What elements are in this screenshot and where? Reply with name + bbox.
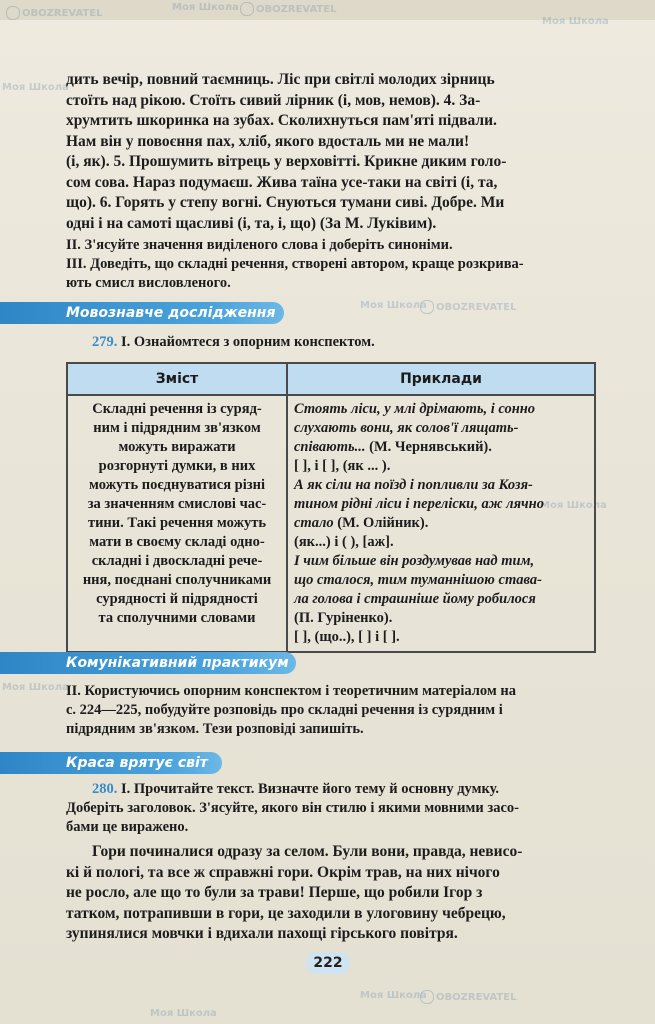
watermark-text: Моя Школа (150, 1008, 217, 1019)
watermark-logo-icon: OBOZREVATEL (420, 990, 516, 1004)
exercise-text: I. Ознайомтеся з опорним конспектом. (121, 334, 375, 350)
task-2: II. З'ясуйте значення виділеного слова і доберіть синоніми. (66, 237, 453, 253)
table-header-content: Зміст (67, 363, 287, 395)
task-3: III. Доведіть, що складні речення, створені автором, краще розкрива- (66, 256, 524, 272)
text-line: Нам він у повоєння пах, хліб, якого вдосталь ми не мали! (66, 132, 470, 150)
text-line: (і, як). 5. Прошумить вітрець у верховітті. Крикне диким голо- (66, 153, 507, 170)
table-cell-examples: Стоять ліси, у млі дрімають, і сонно слухають вони, як солов'ї лящать- співають... (М. Чернявський). [ ], і [ ], (як ... ). А як сіли на поїзд і попливли за Козя- тином рідні ліси і перелiски, аж лячно стало (М. Олійник). (як...) і ( ), [аж]. І чим більше він роздумував над тим, що сталося, тим туманнішою става- ла голова і страшніше йому робилося (П. Гуріненко). [ ], (що..), [ ] і [ ]. (287, 395, 595, 652)
text-line: хрумтить шкоринка на зубах. Сколихнуться пам'яті підвали. (66, 112, 497, 129)
watermark-text: Моя Школа (360, 990, 427, 1001)
watermark-text: Моя Школа (172, 2, 239, 13)
table-cell-content: Складні речення із суряд- ним і підрядним зв'язком можуть виражати розгорнуті думки, в них можуть поєднуватися різні за значенням смислові час- тини. Такі речення можуть мати в своєму складі одно- складні і двоскладні рече- ння, поєднані сполучниками сурядності й підрядності та сполучними словами (67, 395, 287, 652)
text-line: дить вечір, повний таємниць. Ліс при світлі молодих зірниць (66, 71, 495, 88)
task-3-cont: ють смисл висловленого. (66, 275, 231, 291)
watermark-text: Моя Школа (2, 682, 69, 693)
section-banner-beauty: Краса врятує світ (0, 752, 222, 774)
page-number: 222 (306, 952, 350, 974)
text-line: стоїть над рікою. Стоїть сивий лірник (і, мов, немов). 4. За- (66, 91, 481, 109)
exercise-279-heading (66, 333, 592, 352)
reference-table (66, 362, 596, 653)
sentence-scheme: [ ], і [ ], (як ... ). (294, 458, 391, 474)
exercise-number: 280. (92, 781, 118, 797)
sentence-scheme: [ ], (що..), [ ] і [ ]. (294, 629, 400, 645)
text-line: одні і на самоті щасливі (і, та, і, що) (За М. Луківим). (66, 214, 437, 232)
table-header-examples: Приклади (287, 363, 595, 395)
watermark-logo-icon: OBOZREVATEL (240, 2, 336, 16)
watermark-text: Моя Школа (360, 300, 427, 311)
exercise-number: 279. (92, 334, 118, 350)
watermark-text: Моя Школа (542, 16, 609, 27)
story-paragraph: Гори починалися одразу за селом. Були вони, правда, невисо- кі й пологі, та все ж справжні гори. Окрім трав, на них нічого не росло, але що то були за трави! Перше, що робили Ігор з татком, потрапивши в гори, це заходили в улоговину чебрецю, зупинялися мовчки і вдихали пахощі гірського повітря. (66, 843, 523, 942)
watermark-text: Моя Школа (540, 500, 607, 511)
exercise-280: 280. I. Прочитайте текст. Визначте його тему й основну думку. Доберіть заголовок. З'ясуйте, якого він стилю і якими мовними засо- бами це виражено. (66, 781, 519, 835)
watermark-logo-icon: OBOZREVATEL (6, 6, 102, 20)
watermark-text: Моя Школа (2, 82, 69, 93)
task-ii-279: II. Користуючись опорним конспектом і теоретичним матеріалом на с. 224—225, побудуйте розповідь про складні речення із сурядним і підрядним зв'язком. Тези розповіді запишіть. (66, 683, 517, 737)
text-line: сом сова. Нараз подумаєш. Жива таїна усе-таки на світі (і, та, (66, 173, 498, 191)
sentence-scheme: (як...) і ( ), [аж]. (294, 534, 394, 550)
section-banner-research: Мовознавче дослідження (0, 302, 284, 324)
section-banner-practice: Комунікативний практикум (0, 652, 296, 674)
watermark-logo-icon: OBOZREVATEL (420, 300, 516, 314)
tasks-top (66, 236, 592, 293)
text-line: що). 6. Горять у степу вогні. Снуються тумани сиві. Добре. Ми (66, 194, 505, 211)
top-paragraph (66, 70, 592, 234)
